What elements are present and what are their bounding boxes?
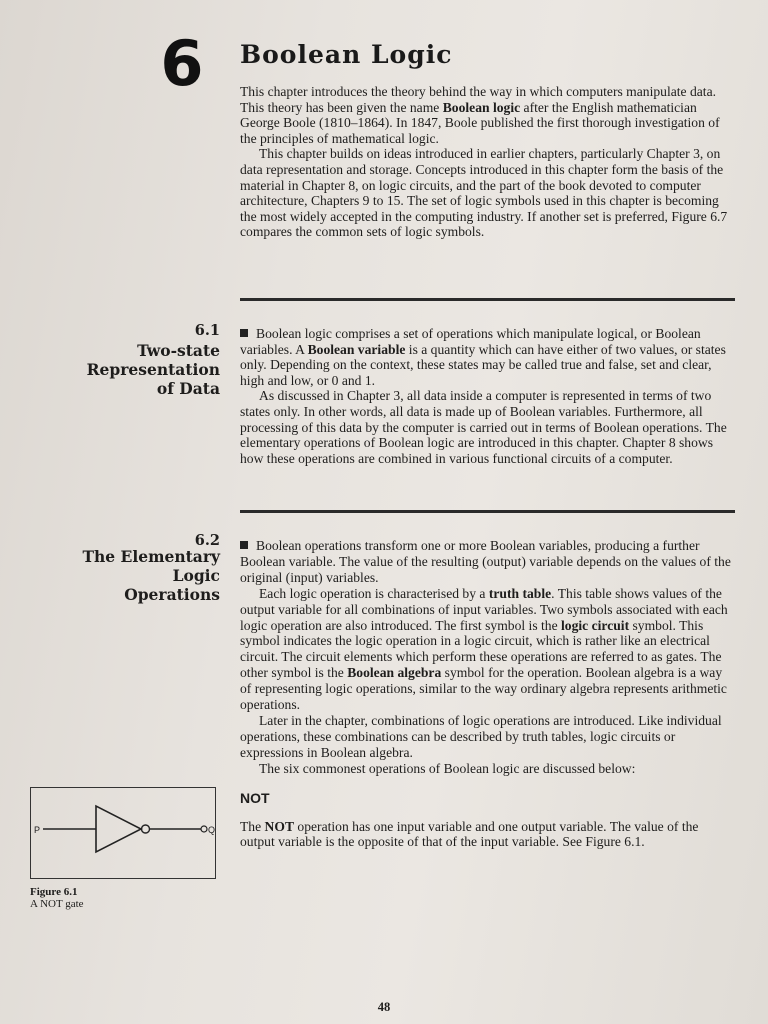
chapter-number: 6: [160, 27, 202, 100]
section-6-2-text: [240, 538, 735, 850]
section-6-2-paragraph-1: Boolean operations transform one or more Boolean variables, producing a further Boolean variable. The value of the resulting (output) variable depends on the values of the original (input) variables.: [240, 538, 731, 585]
bullet-square-icon: [240, 329, 248, 337]
not-gate-triangle: [96, 806, 141, 852]
section-number-6-2: 6.2: [194, 532, 220, 549]
section-6-1-paragraph-2: As discussed in Chapter 3, all data inside a computer is represented in terms of two states only. In other words, all data is made up of Boolean variables. Furthermore, all processing of this data by the computer is carried out in terms of Boolean operations. The elementary operations of Boolean logic are introduced in this chapter. Chapter 8 shows how these operations are combined in various functional circuits of a computer.: [240, 388, 727, 466]
section-divider: [240, 510, 735, 513]
output-terminal: [201, 826, 207, 832]
bullet-square-icon: [240, 541, 248, 549]
intro-text: [240, 84, 735, 240]
section-title-6-2: The Elementary Logic Operations: [82, 547, 220, 604]
section-6-2-paragraph-4: The six commonest operations of Boolean logic are discussed below:: [259, 760, 636, 776]
figure-caption-number: Figure 6.1: [30, 886, 78, 898]
figure-caption-text: A NOT gate: [30, 898, 84, 910]
figure-6-1-box: [30, 787, 216, 879]
section-title-6-1: Two-state Representation of Data: [86, 341, 220, 398]
subheading-not: NOT: [240, 789, 270, 806]
section-divider: [240, 298, 735, 301]
output-label: Q: [208, 825, 215, 835]
section-number-6-1: 6.1: [194, 322, 220, 339]
section-6-1-paragraph-1: Boolean logic comprises a set of operations which manipulate logical, or Boolean variables. A Boolean variable is a quantity which can have either of two values, or states only. Depending on the context, these states may be called true and false, set and clear, high and low, or 0 and 1.: [240, 326, 726, 388]
not-paragraph: The NOT operation has one input variable and one output variable. The value of the output variable is the opposite of that of the input variable. See Figure 6.1.: [240, 818, 699, 850]
intro-paragraph-1: This chapter introduces the theory behind the way in which computers manipulate data. This theory has been given the name Boolean logic after the English mathematician George Boole (1810–1864). In 1847, Boole published the first thorough investigation of the principles of mathematical logic.: [240, 84, 720, 146]
intro-paragraph-2: This chapter builds on ideas introduced in earlier chapters, particularly Chapter 3, on data representation and storage. Concepts introduced in this chapter form the basis of the material in Chapter 8, on logic circuits, and the part of the book devoted to computer architecture, Chapters 9 to 15. The set of logic symbols used in this chapter is becoming the most widely accepted in the computing industry. If another set is preferred, Figure 6.7 compares the common sets of logic symbols.: [240, 146, 728, 240]
section-6-2-paragraph-3: Later in the chapter, combinations of logic operations are introduced. Like individual operations, these combinations can be described by truth tables, logic circuits or expressions in Boolean algebra.: [240, 712, 722, 760]
page-number: 48: [377, 1000, 391, 1014]
figure-caption: [30, 886, 84, 910]
chapter-title: Boolean Logic: [240, 40, 453, 69]
section-6-1-text: [240, 326, 735, 466]
input-label: P: [34, 825, 41, 835]
not-gate-diagram: [31, 788, 215, 878]
section-6-2-paragraph-2: Each logic operation is characterised by a truth table. This table shows values of the output variable for all combinations of input variables. Two symbols associated with each logic operation are also introduced. The first symbol is the logic circuit symbol. This symbol indicates the logic operation in a logic circuit, which is rather like an electrical circuit. The circuit elements which perform these operations are referred to as gates. The other symbol is the Boolean algebra symbol for the operation. Boolean algebra is a way of representing logic operations, similar to the way ordinary algebra represents arithmetic operations.: [240, 585, 728, 713]
